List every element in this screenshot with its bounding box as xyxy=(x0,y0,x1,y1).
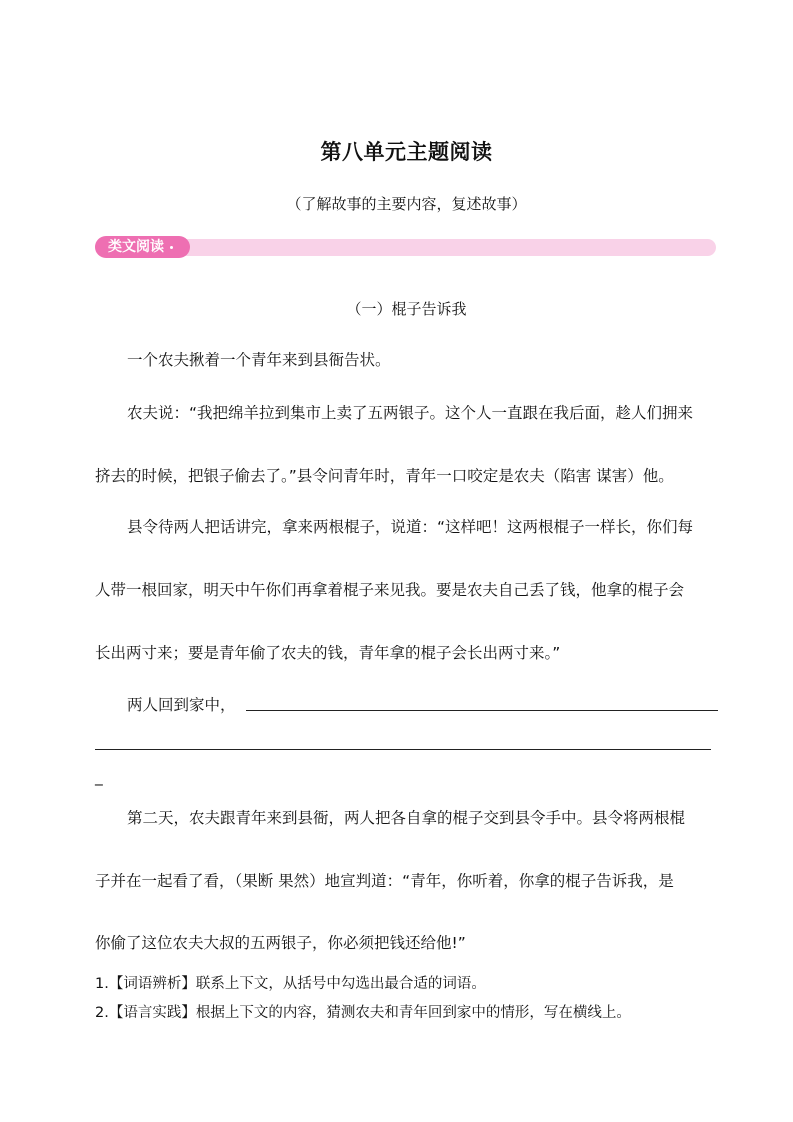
paragraph-line: 长出两寸来；要是青年偷了农夫的钱，青年拿的棍子会长出两寸来。” xyxy=(95,644,561,662)
answer-blank-line[interactable] xyxy=(246,710,718,711)
section-tag xyxy=(95,236,190,258)
page-subtitle: （了解故事的主要内容，复述故事） xyxy=(286,195,527,213)
paragraph-line: 子并在一起看了看，（果断 果然）地宣判道：“青年，你听着，你拿的棍子告诉我，是 xyxy=(95,872,674,890)
dot-icon xyxy=(170,246,173,249)
question-2: 2.【语言实践】根据上下文的内容，猜测农夫和青年回到家中的情形，写在横线上。 xyxy=(95,1005,631,1021)
section-tag-label: 类文阅读 xyxy=(108,239,164,255)
question-1: 1.【词语辨析】联系上下文，从括号中勾选出最合适的词语。 xyxy=(95,976,486,992)
paragraph-line: 农夫说：“我把绵羊拉到集市上卖了五两银子。这个人一直跟在我后面，趁人们拥来 xyxy=(127,404,694,422)
passage-title: （一）棍子告诉我 xyxy=(346,300,467,318)
paragraph-line: 你偷了这位农夫大叔的五两银子，你必须把钱还给他!” xyxy=(95,934,466,952)
paragraph-line: 县令待两人把话讲完，拿来两根棍子，说道：“这样吧！这两根棍子一样长，你们每 xyxy=(127,518,694,536)
paragraph-line: 一个农夫揪着一个青年来到县衙告状。 xyxy=(127,351,391,369)
paragraph-line: 两人回到家中， xyxy=(127,696,236,714)
page-title: 第八单元主题阅读 xyxy=(320,140,493,164)
answer-blank-tail: _ xyxy=(95,768,103,786)
answer-blank-line[interactable] xyxy=(95,749,711,750)
paragraph-line: 人带一根回家，明天中午你们再拿着棍子来见我。要是农夫自己丢了钱，他拿的棍子会 xyxy=(95,581,685,599)
paragraph-line: 第二天，农夫跟青年来到县衙，两人把各自拿的棍子交到县令手中。县令将两根棍 xyxy=(127,809,686,827)
paragraph-line: 挤去的时候，把银子偷去了。”县令问青年时，青年一口咬定是农夫（陷害 谋害）他。 xyxy=(95,467,674,485)
